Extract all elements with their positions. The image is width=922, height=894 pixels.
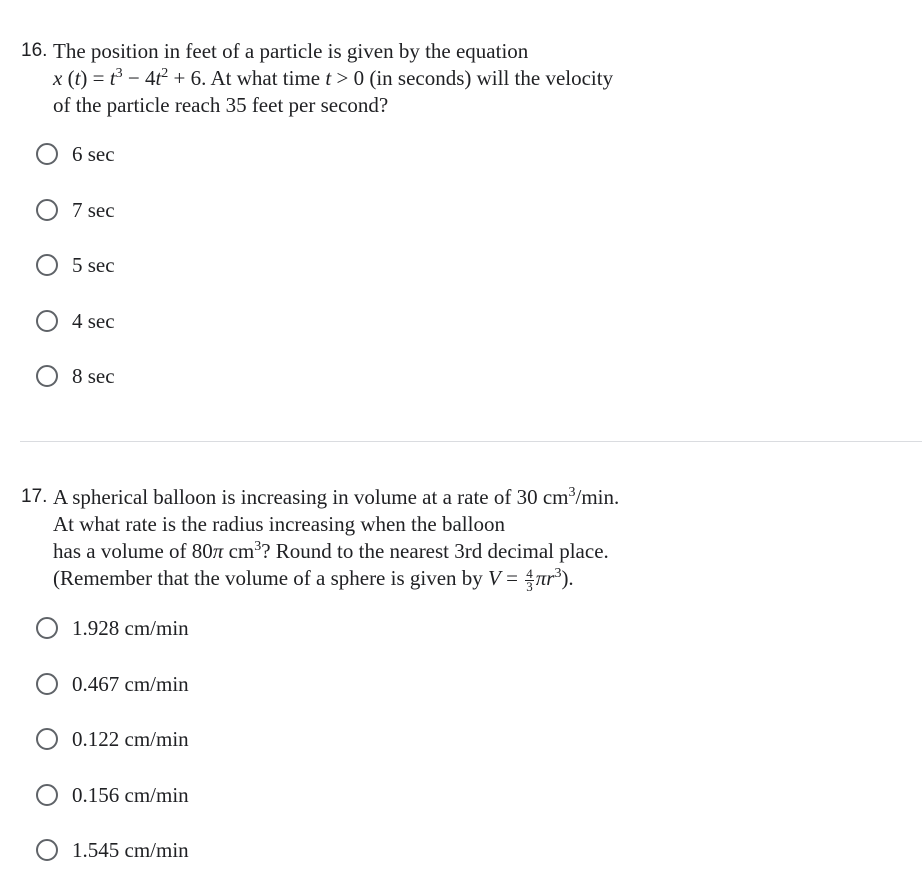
math-var-t: t (325, 66, 332, 90)
question-text-line: of the particle reach 35 feet per second? (53, 93, 389, 117)
answer-option-label: 8 sec (72, 364, 115, 388)
math-var-v: V (488, 566, 501, 590)
question-text (53, 484, 619, 593)
math-exponent: 3 (254, 539, 262, 554)
math-equals: = (506, 566, 518, 590)
math-exponent: 3 (554, 566, 562, 581)
question-text-line: The position in feet of a particle is given by the equation (53, 39, 529, 63)
question-text-line (53, 538, 619, 565)
math-exponent: 2 (161, 66, 169, 81)
answer-option-label: 0.156 cm/min (72, 782, 189, 807)
radio-button[interactable] (36, 143, 58, 165)
math-equals: = (92, 66, 105, 90)
question-text-fragment: cm (228, 539, 255, 563)
math-arg: (t) (67, 66, 88, 90)
radio-button[interactable] (36, 254, 58, 276)
question-text (53, 38, 613, 119)
radio-button[interactable] (36, 365, 58, 387)
answer-option-label: 1.928 cm/min (72, 616, 189, 640)
question-text-fragment: ? Round to the nearest 3rd decimal place. (261, 539, 609, 563)
math-exponent: 3 (115, 66, 123, 81)
radio-button[interactable] (36, 784, 58, 806)
question-number: 16. (21, 40, 48, 61)
answer-option-label: 7 sec (72, 197, 115, 222)
fraction-numerator: 4 (526, 566, 533, 581)
math-exponent: 3 (568, 485, 576, 500)
radio-button[interactable] (36, 199, 58, 221)
question-text-fragment: A spherical balloon is increasing in volume at a rate of 30 cm (53, 485, 569, 509)
math-var-x: x (53, 66, 63, 90)
question-text-line: x $(t) = t^3 - 4t^2 + 6$. At what time t > 0 (in seconds) will the velocity (53, 66, 614, 90)
question-text-line (53, 565, 619, 593)
question-text-fragment: ). (561, 566, 574, 590)
answer-option-label: 4 sec (72, 308, 115, 333)
answer-option-label: 1.545 cm/min (72, 838, 189, 862)
math-minus: − (127, 66, 140, 90)
answer-option-label: 0.122 cm/min (72, 727, 189, 751)
question-text-fragment: > 0 (in seconds) will the velocity (336, 66, 614, 90)
radio-button[interactable] (36, 728, 58, 750)
radio-button[interactable] (36, 839, 58, 861)
radio-button[interactable] (36, 310, 58, 332)
answer-option-label: 0.467 cm/min (72, 671, 189, 696)
question-text-fragment: has a volume of 80 (53, 539, 213, 563)
question-text-fragment: /min. (575, 485, 620, 509)
math-pi: π (535, 566, 547, 590)
math-plus-six: + 6. (173, 66, 207, 90)
radio-button[interactable] (36, 617, 58, 639)
math-fraction (525, 568, 534, 593)
math-pi: π (212, 539, 224, 563)
radio-button[interactable] (36, 673, 58, 695)
answer-option-label: 6 sec (72, 142, 115, 166)
question-text-line: At what rate is the radius increasing when the balloon (53, 512, 505, 536)
section-divider (20, 441, 922, 442)
question-text-line (53, 484, 619, 511)
answer-option-label: 5 sec (72, 253, 115, 277)
question-text-fragment: At what time (210, 66, 321, 90)
question-text-fragment: (Remember that the volume of a sphere is given by (53, 566, 483, 590)
math-var-r: r (546, 566, 555, 590)
question-number: 17. (21, 486, 48, 507)
fraction-denominator: 3 (526, 579, 533, 594)
math-var-t: t (109, 66, 116, 90)
